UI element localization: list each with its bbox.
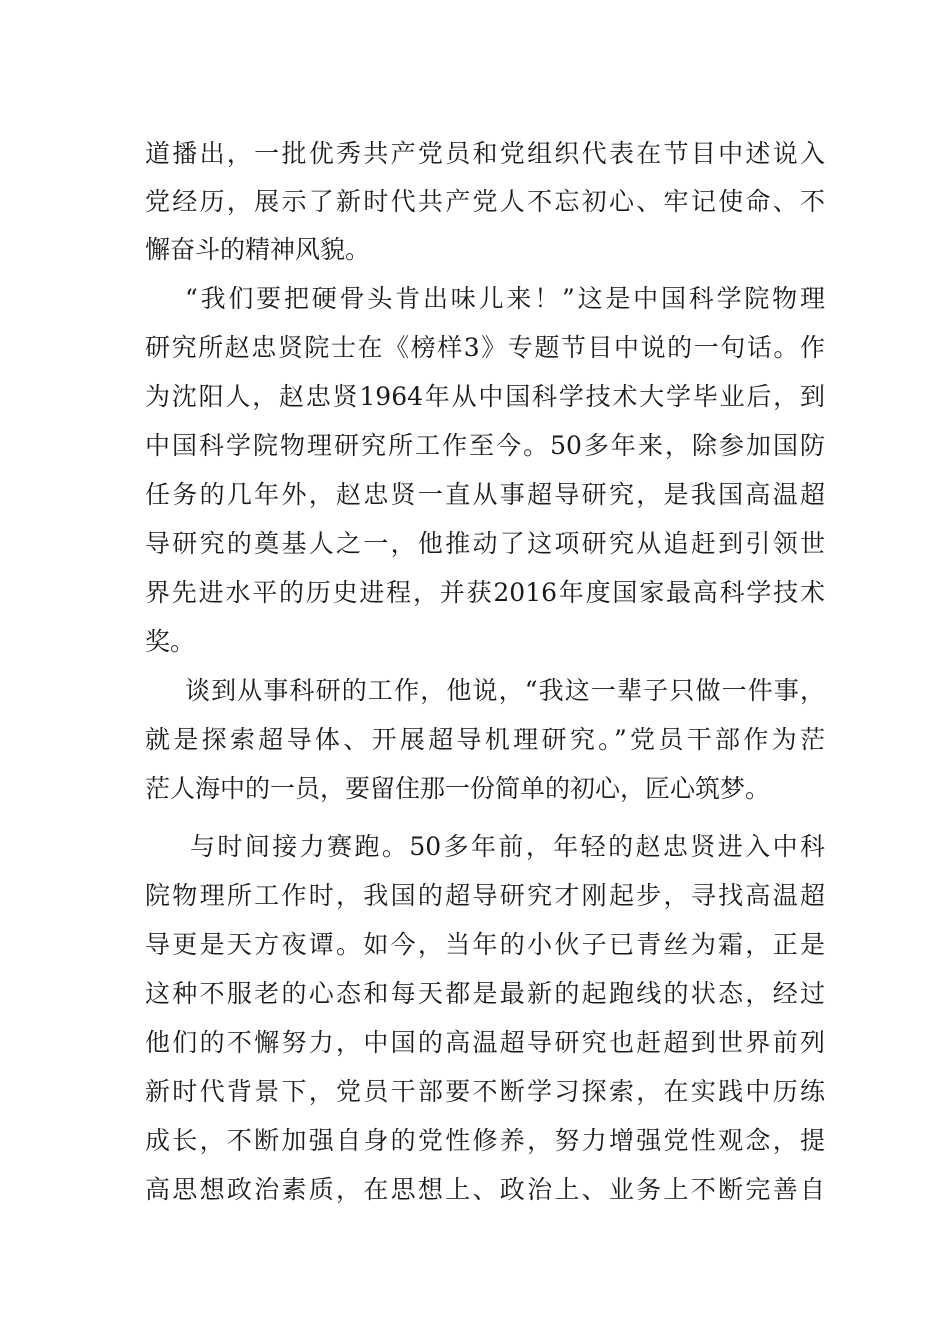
text-line-15: 与时间接力赛跑。50多年前，年轻的赵忠贤进入中科	[190, 832, 825, 861]
text-line-9: 导研究的奠基人之一，他推动了这项研究从追赶到引领世	[145, 529, 825, 558]
text-line-10: 界先进水平的历史进程，并获2016年度国家最高科学技术	[145, 578, 825, 607]
text-line-14: 茫人海中的一员，要留住那一份简单的初心，匠心筑梦。	[145, 774, 771, 803]
text-line-22: 高思想政治素质，在思想上、政治上、业务上不断完善自	[145, 1175, 825, 1204]
text-line-18: 这种不服老的心态和每天都是最新的起跑线的状态，经过	[145, 979, 825, 1008]
text-line-13: 就是探索超导体、开展超导机理研究。”党员干部作为茫	[145, 725, 825, 754]
text-line-21: 成长，不断加强自身的党性修养，努力增强党性观念，提	[145, 1126, 825, 1155]
text-line-5: 研究所赵忠贤院士在《榜样3》专题节目中说的一句话。作	[145, 333, 825, 362]
text-line-4: “我们要把硬骨头肯出味儿来！”这是中国科学院物理	[185, 284, 825, 313]
text-line-2: 党经历，展示了新时代共产党人不忘初心、牢记使命、不	[145, 187, 825, 216]
text-line-20: 新时代背景下，党员干部要不断学习探索，在实践中历练	[145, 1077, 825, 1106]
text-line-19: 他们的不懈努力，中国的高温超导研究也赶超到世界前列	[145, 1028, 825, 1057]
text-line-7: 中国科学院物理研究所工作至今。50多年来，除参加国防	[145, 431, 825, 460]
text-line-12: 谈到从事科研的工作，他说，“我这一辈子只做一件事，	[185, 676, 825, 705]
text-line-6: 为沈阳人，赵忠贤1964年从中国科学技术大学毕业后，到	[145, 382, 825, 411]
text-line-17: 导更是天方夜谭。如今，当年的小伙子已青丝为霜，正是	[145, 930, 825, 959]
text-line-8: 任务的几年外，赵忠贤一直从事超导研究，是我国高温超	[145, 480, 825, 509]
text-line-11: 奖。	[145, 627, 196, 656]
text-line-3: 懈奋斗的精神风貌。	[145, 235, 371, 264]
text-line-1: 道播出，一批优秀共产党员和党组织代表在节目中述说入	[145, 139, 825, 168]
text-line-16: 院物理所工作时，我国的超导研究才刚起步，寻找高温超	[145, 881, 825, 910]
